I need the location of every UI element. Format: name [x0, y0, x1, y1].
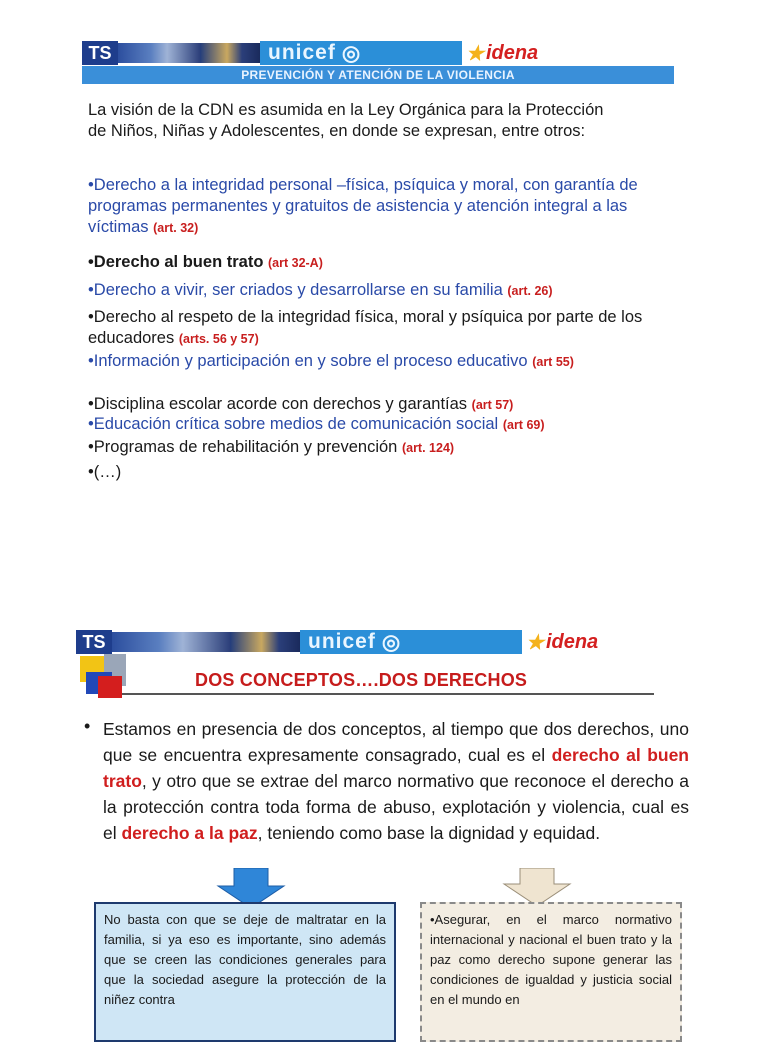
unicef-label: unicef	[268, 41, 336, 64]
unicef-globe-icon: ◎	[381, 630, 402, 654]
list-item	[88, 437, 668, 459]
item-ref: (arts. 56 y 57)	[178, 332, 259, 346]
section-header: PREVENCIÓN Y ATENCIÓN DE LA VIOLENCIA	[82, 66, 674, 84]
deco-square-red	[98, 676, 122, 698]
item-ref: (art 32-A)	[268, 256, 323, 270]
list-item	[88, 352, 678, 372]
idena-label: idena	[545, 630, 599, 653]
item-text: •Derecho al buen trato	[88, 253, 264, 271]
item-ref: (art. 124)	[401, 441, 455, 455]
para-text: , y otro que se extrae del marco normativo que reconoce el derecho a la protección contra toda forma de abuso, explotación y violencia, cual es el	[103, 771, 689, 843]
para-text: Estamos en presencia de dos conceptos, al tiempo que dos derechos, uno que se encuentra expresamente consagrado, cual es el	[103, 719, 689, 765]
idena-label: idena	[485, 41, 539, 64]
banner-strip	[118, 43, 200, 63]
item-ref: (art 55)	[532, 355, 574, 369]
banner	[76, 629, 698, 655]
deco-square-yellow	[80, 656, 108, 682]
item-text: •Derecho a vivir, ser criados y desarrollarse en su familia	[88, 281, 503, 299]
star-icon: ★	[526, 631, 544, 654]
banner-strip-photo	[230, 632, 300, 652]
item-text: •Derecho al respeto de la integridad física, moral y psíquica por parte de los educadores	[88, 308, 643, 347]
list-item	[88, 394, 668, 416]
list-item	[88, 175, 660, 239]
item-text: •Disciplina escolar acorde con derechos y garantías	[88, 395, 468, 413]
box-left: No basta con que se deje de maltratar en la familia, si ya eso es importante, sino además que se creen las condiciones generales para que la sociedad asegure la protección de la niñez contra	[94, 902, 396, 1042]
banner-strip-photo	[200, 43, 260, 63]
arrow-down-beige-icon	[502, 868, 572, 906]
banner	[82, 40, 674, 66]
item-ref: (art 57)	[471, 398, 514, 412]
slide-1	[0, 0, 768, 500]
list-item	[88, 252, 660, 274]
para-text: , teniendo como base la dignidad y equidad.	[257, 823, 601, 843]
item-ref: (art 69)	[502, 418, 545, 432]
title-underline	[122, 693, 654, 695]
unicef-label: unicef	[308, 630, 376, 653]
ts-logo: TS	[76, 630, 112, 654]
idena-logo	[462, 41, 638, 65]
item-text: •Educación crítica sobre medios de comunicación social	[88, 415, 499, 433]
ts-logo: TS	[82, 41, 118, 65]
item-text: •Programas de rehabilitación y prevención	[88, 438, 398, 456]
deco-square-grey	[104, 654, 126, 686]
banner-strip	[112, 632, 230, 652]
main-paragraph	[103, 716, 689, 846]
item-text: •(…)	[88, 463, 122, 481]
highlight-paz: derecho a la paz	[121, 823, 258, 843]
item-ref: (art. 26)	[507, 284, 553, 298]
list-item	[88, 280, 668, 302]
list-item	[88, 462, 288, 483]
deco-square-blue	[86, 672, 112, 694]
unicef-logo	[260, 41, 462, 65]
highlight-buen-trato: derecho al buen trato	[103, 745, 689, 791]
bullet-mark: •	[84, 716, 91, 736]
item-text: •Información y participación en y sobre el proceso educativo	[88, 352, 528, 370]
unicef-globe-icon: ◎	[341, 41, 362, 65]
list-item	[88, 307, 660, 350]
box-right: •Asegurar, en el marco normativo internacional y nacional el buen trato y la paz como derecho supone generar las condiciones de igualdad y justicia social en el mundo en	[420, 902, 682, 1042]
unicef-logo	[300, 630, 522, 654]
item-ref: (art. 32)	[153, 221, 199, 235]
item-text: •Derecho a la integridad personal –física, psíquica y moral, con garantía de programas permanentes y gratuitos de asistencia y atención integral a las víctimas	[88, 176, 638, 236]
arrow-down-blue-icon	[216, 868, 286, 908]
list-item	[88, 414, 678, 436]
slide-title: DOS CONCEPTOS….DOS DERECHOS	[195, 670, 528, 690]
star-icon: ★	[466, 42, 484, 65]
intro-text: La visión de la CDN es asumida en la Ley Orgánica para la Protección de Niños, Niñas y Adolescentes, en donde se expresan, entre otros:	[88, 101, 604, 140]
idena-logo	[522, 630, 688, 654]
